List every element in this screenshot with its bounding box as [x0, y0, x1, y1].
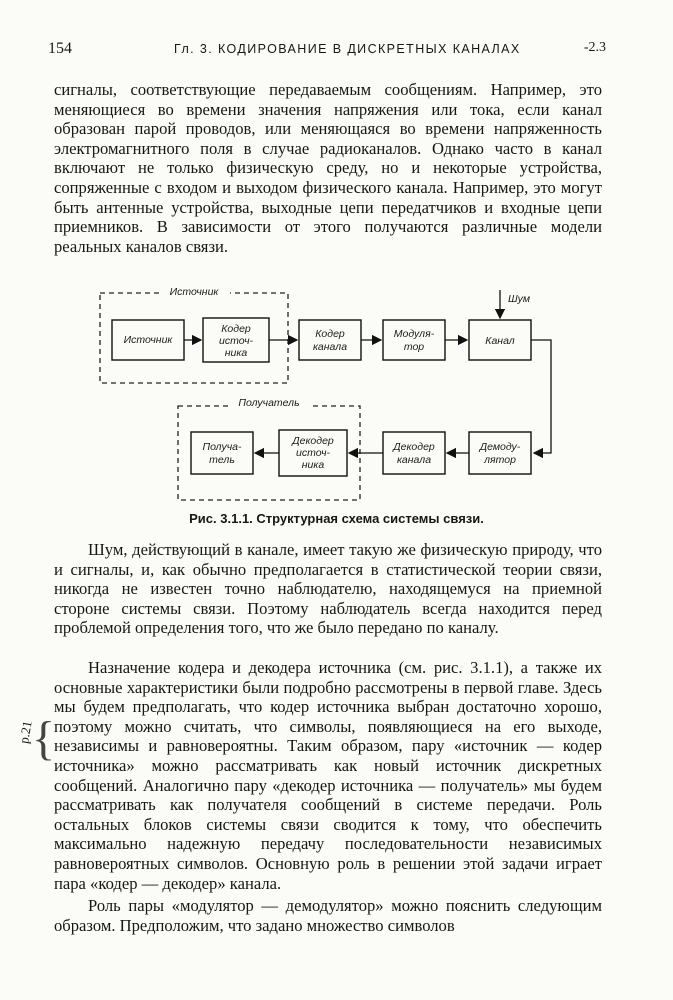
block-channel-label: Канал: [485, 335, 515, 347]
block-channel-coder-line2: канала: [312, 341, 348, 353]
paragraph-1: сигналы, соответствующие передаваемым сообщениям. Например, это меняющиеся во времени значения напряжения или тока, если канал образован парой проводов, или меняющаяся во времени напряженность электромагнитного поля в случае радиоканалов. Однако часто в канал включают не только физическую среду, но и некоторые устройства, сопряженные с входом и выходом физического канала. Например, это могут быть антенные устройства, выходные цепи передатчиков и входные цепи приемников. В зависимости от этого получаются различные модели реальных каналов связи.: [54, 80, 602, 256]
block-channel-decoder-line2: канала: [396, 454, 432, 466]
block-channel-decoder: [383, 432, 445, 474]
block-source-coder-line3: ника: [224, 347, 248, 359]
block-modulator-line2: тор: [403, 341, 425, 353]
arrow-channel-to-demodulator: [531, 340, 551, 453]
noise-label: Шум: [508, 293, 531, 305]
block-channel-coder-line1: Кодер: [315, 328, 345, 340]
block-diagram: [0, 280, 673, 510]
paragraph-2: Шум, действующий в канале, имеет такую же физическую природу, что и сигналы, и, как обычно предполагается в статистической теории связи, никогда не известен точно наблюдателю, находящемуся на приемной стороне системы связи. Поэтому наблюдатель всегда находится перед проблемой определения того, что же было передано по каналу.: [54, 540, 602, 638]
receiver-group-label: Получатель: [238, 397, 300, 409]
block-channel-decoder-line1: Декодер: [393, 441, 435, 453]
margin-note: p.21: [16, 719, 35, 745]
margin-brace: {: [32, 712, 56, 765]
block-channel-coder: [299, 320, 361, 360]
paragraph-3: Назначение кодера и декодера источника (см. рис. 3.1.1), а также их основные характеристики были подробно рассмотрены в первой главе. Здесь мы будем предполагать, что кодер источника выбран достаточно хорошо, поэтому можно считать, что символы, появляющиеся на его выходе, независимы и равновероятны. Таким образом, пару «источник — кодер источника» можно рассматривать как новый источник дискретных сообщений. Аналогично пару «декодер источника — получатель» мы будем рассматривать как получателя сообщений в системе передачи. Роль остальных блоков системы связи сводится к тому, что обеспечить максимально надежную передачу последовательности независимых равновероятных символов. Основную роль в решении этой задачи играет пара «кодер — декодер» канала.: [54, 658, 602, 893]
block-demodulator: [469, 432, 531, 474]
block-demodulator-line2: лятор: [484, 454, 516, 466]
page-header: [48, 40, 608, 62]
running-title: Гл. 3. КОДИРОВАНИЕ В ДИСКРЕТНЫХ КАНАЛАХ: [174, 42, 521, 56]
paragraph-4: Роль пары «модулятор — демодулятор» можно пояснить следующим образом. Предположим, что задано множество символов: [54, 896, 602, 935]
block-source-label: Источник: [123, 334, 173, 346]
block-modulator-line1: Модуля-: [393, 328, 435, 340]
block-demodulator-line1: Демоду-: [479, 441, 521, 453]
source-group-label: Источник: [169, 286, 219, 298]
block-receiver-line1: Получа-: [202, 441, 242, 453]
block-receiver: [191, 432, 253, 474]
page-number: 154: [48, 40, 72, 57]
block-source-decoder-line2: источ-: [295, 447, 331, 459]
corner-mark: -2.3: [583, 40, 606, 55]
block-modulator: [383, 320, 445, 360]
block-source-coder-line1: Кодер: [221, 323, 251, 335]
block-source-coder-line2: источ-: [218, 335, 254, 347]
block-source-decoder-line1: Декодер: [292, 435, 334, 447]
figure-caption: Рис. 3.1.1. Структурная схема системы связи.: [189, 511, 484, 526]
block-receiver-line2: тель: [209, 454, 235, 466]
block-source-decoder-line3: ника: [301, 459, 325, 471]
